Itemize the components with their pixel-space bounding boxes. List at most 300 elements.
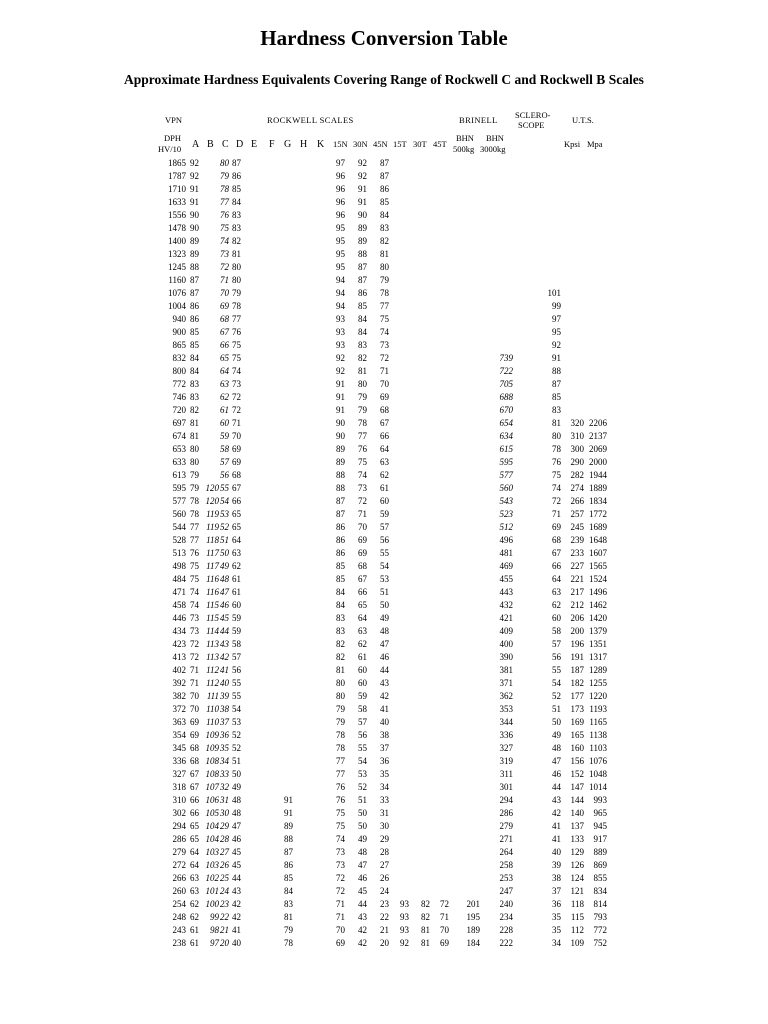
cell-n45: 29 — [380, 834, 389, 844]
cell-n30: 84 — [358, 327, 367, 337]
cell-b: 108 — [205, 756, 219, 766]
cell-d: 62 — [232, 561, 241, 571]
page-subtitle: Approximate Hardness Equivalents Covering Range of Rockwell C and Rockwell B Scales — [124, 72, 644, 87]
cell-n30: 67 — [358, 574, 367, 584]
table-row — [0, 275, 768, 288]
page-title: Hardness Conversion Table — [260, 26, 508, 50]
cell-d: 71 — [232, 418, 241, 428]
cell-bhn3000: 739 — [499, 353, 513, 363]
cell-bhn3000: 228 — [499, 925, 513, 935]
cell-b: 118 — [206, 535, 219, 545]
cell-a: 63 — [190, 886, 199, 896]
cell-n45: 36 — [380, 756, 389, 766]
cell-a: 81 — [190, 418, 199, 428]
cell-d: 52 — [232, 730, 241, 740]
table-row — [0, 327, 768, 340]
cell-bhn3000: 560 — [499, 483, 513, 493]
cell-c: 75 — [220, 223, 229, 233]
table-row — [0, 769, 768, 782]
table-row — [0, 535, 768, 548]
cell-n45: 47 — [380, 639, 389, 649]
cell-bhn3000: 381 — [499, 665, 513, 675]
header-kpsi: Kpsi — [564, 139, 581, 149]
cell-c: 54 — [220, 496, 229, 506]
cell-mpa: 1772 — [589, 509, 607, 519]
cell-a: 63 — [190, 873, 199, 883]
table-row — [0, 366, 768, 379]
cell-dph: 302 — [172, 808, 186, 818]
cell-n30: 42 — [358, 938, 367, 948]
cell-n45: 30 — [380, 821, 389, 831]
table-row — [0, 158, 768, 171]
cell-d: 42 — [232, 899, 241, 909]
cell-kpsi: 282 — [570, 470, 584, 480]
table-row — [0, 730, 768, 743]
cell-a: 69 — [190, 717, 199, 727]
cell-n30: 81 — [358, 366, 367, 376]
cell-n45: 34 — [380, 782, 389, 792]
cell-n15: 85 — [336, 561, 345, 571]
cell-d: 61 — [232, 574, 241, 584]
cell-a: 87 — [190, 288, 199, 298]
cell-n30: 70 — [358, 522, 367, 532]
cell-dph: 310 — [172, 795, 186, 805]
cell-sclero: 46 — [552, 769, 561, 779]
cell-n45: 57 — [380, 522, 389, 532]
cell-a: 67 — [190, 782, 199, 792]
cell-bhn3000: 577 — [499, 470, 513, 480]
cell-n45: 77 — [380, 301, 389, 311]
cell-sclero: 36 — [552, 899, 561, 909]
cell-n30: 51 — [358, 795, 367, 805]
cell-kpsi: 133 — [570, 834, 584, 844]
cell-a: 70 — [190, 691, 199, 701]
cell-n45: 56 — [380, 535, 389, 545]
table-row — [0, 652, 768, 665]
cell-n30: 74 — [358, 470, 367, 480]
cell-mpa: 1607 — [589, 548, 607, 558]
cell-n30: 79 — [358, 392, 367, 402]
cell-n45: 68 — [380, 405, 389, 415]
cell-bhn3000: 327 — [499, 743, 513, 753]
cell-d: 72 — [232, 392, 241, 402]
cell-t30: 82 — [421, 912, 430, 922]
cell-c: 74 — [220, 236, 229, 246]
table-row — [0, 249, 768, 262]
cell-bhn3000: 455 — [499, 574, 513, 584]
header-a: A — [192, 139, 200, 150]
cell-b: 117 — [206, 561, 219, 571]
cell-bhn3000: 432 — [499, 600, 513, 610]
cell-sclero: 51 — [552, 704, 561, 714]
cell-c: 32 — [220, 782, 229, 792]
cell-a: 73 — [190, 613, 199, 623]
table-row — [0, 808, 768, 821]
cell-mpa: 1165 — [589, 717, 607, 727]
cell-a: 62 — [190, 899, 199, 909]
cell-bhn3000: 523 — [499, 509, 513, 519]
cell-n15: 89 — [336, 444, 345, 454]
cell-c: 41 — [220, 665, 229, 675]
cell-d: 57 — [232, 652, 241, 662]
cell-mpa: 1048 — [589, 769, 607, 779]
cell-d: 59 — [232, 613, 241, 623]
cell-b: 119 — [206, 522, 219, 532]
cell-n45: 46 — [380, 652, 389, 662]
cell-d: 64 — [232, 535, 241, 545]
cell-mpa: 1379 — [589, 626, 607, 636]
cell-c: 22 — [220, 912, 229, 922]
cell-n30: 50 — [358, 821, 367, 831]
cell-bhn3000: 688 — [499, 392, 513, 402]
table-row — [0, 743, 768, 756]
cell-mpa: 1317 — [589, 652, 607, 662]
cell-dph: 254 — [172, 899, 186, 909]
cell-n30: 77 — [358, 431, 367, 441]
header-e: E — [251, 139, 258, 150]
cell-n15: 90 — [336, 418, 345, 428]
cell-n45: 40 — [380, 717, 389, 727]
cell-n15: 95 — [336, 249, 345, 259]
cell-kpsi: 274 — [570, 483, 584, 493]
cell-d: 75 — [232, 353, 241, 363]
cell-sclero: 95 — [552, 327, 561, 337]
cell-b: 102 — [205, 873, 219, 883]
cell-n15: 91 — [336, 405, 345, 415]
cell-c: 26 — [220, 860, 229, 870]
cell-a: 85 — [190, 327, 199, 337]
cell-dph: 800 — [172, 366, 186, 376]
cell-c: 66 — [220, 340, 229, 350]
cell-bhn3000: 670 — [499, 405, 513, 415]
cell-n45: 62 — [380, 470, 389, 480]
table-row — [0, 626, 768, 639]
cell-n45: 71 — [380, 366, 389, 376]
cell-bhn500: 195 — [466, 912, 480, 922]
cell-a: 86 — [190, 301, 199, 311]
cell-kpsi: 239 — [570, 535, 584, 545]
cell-dph: 294 — [172, 821, 186, 831]
cell-n30: 54 — [358, 756, 367, 766]
cell-dph: 1556 — [168, 210, 186, 220]
cell-n45: 31 — [380, 808, 389, 818]
cell-dph: 1710 — [168, 184, 186, 194]
header-vpn: VPN — [165, 115, 183, 125]
cell-dph: 940 — [172, 314, 186, 324]
cell-a: 67 — [190, 769, 199, 779]
cell-n45: 84 — [380, 210, 389, 220]
cell-bhn3000: 595 — [499, 457, 513, 467]
table-row — [0, 470, 768, 483]
cell-n45: 70 — [380, 379, 389, 389]
cell-mpa: 1014 — [589, 782, 607, 792]
cell-c: 55 — [220, 483, 229, 493]
cell-bhn3000: 481 — [499, 548, 513, 558]
cell-n15: 89 — [336, 457, 345, 467]
cell-h: 91 — [284, 808, 293, 818]
cell-kpsi: 126 — [570, 860, 584, 870]
cell-dph: 279 — [172, 847, 186, 857]
cell-n45: 54 — [380, 561, 389, 571]
cell-bhn3000: 469 — [499, 561, 513, 571]
table-row — [0, 613, 768, 626]
cell-c: 44 — [220, 626, 229, 636]
cell-n30: 88 — [358, 249, 367, 259]
cell-dph: 1160 — [168, 275, 186, 285]
cell-d: 48 — [232, 808, 241, 818]
cell-dph: 1633 — [168, 197, 186, 207]
cell-sclero: 64 — [552, 574, 561, 584]
cell-dph: 238 — [172, 938, 186, 948]
cell-n45: 87 — [380, 158, 389, 168]
cell-n30: 66 — [358, 587, 367, 597]
cell-sclero: 41 — [552, 834, 561, 844]
cell-bhn3000: 362 — [499, 691, 513, 701]
cell-b: 116 — [206, 587, 219, 597]
cell-n15: 77 — [336, 756, 345, 766]
cell-dph: 720 — [172, 405, 186, 415]
cell-bhn3000: 253 — [499, 873, 513, 883]
cell-mpa: 2206 — [589, 418, 607, 428]
cell-bhn3000: 400 — [499, 639, 513, 649]
cell-n45: 23 — [380, 899, 389, 909]
cell-dph: 865 — [172, 340, 186, 350]
cell-b: 101 — [205, 886, 219, 896]
table-row — [0, 886, 768, 899]
cell-d: 54 — [232, 704, 241, 714]
cell-h: 84 — [284, 886, 293, 896]
cell-dph: 674 — [172, 431, 186, 441]
cell-t45: 71 — [440, 912, 449, 922]
header-c: C — [222, 139, 229, 150]
cell-n15: 92 — [336, 353, 345, 363]
cell-t30: 82 — [421, 899, 430, 909]
cell-n15: 75 — [336, 808, 345, 818]
cell-bhn3000: 258 — [499, 860, 513, 870]
table-row — [0, 509, 768, 522]
cell-n30: 87 — [358, 262, 367, 272]
cell-mpa: 1255 — [589, 678, 607, 688]
cell-c: 35 — [220, 743, 229, 753]
cell-a: 66 — [190, 795, 199, 805]
cell-kpsi: 118 — [570, 899, 584, 909]
cell-a: 78 — [190, 509, 199, 519]
table-row — [0, 691, 768, 704]
cell-n30: 91 — [358, 184, 367, 194]
table-row — [0, 405, 768, 418]
cell-a: 64 — [190, 860, 199, 870]
cell-sclero: 88 — [552, 366, 561, 376]
cell-d: 59 — [232, 626, 241, 636]
cell-a: 79 — [190, 483, 199, 493]
cell-d: 56 — [232, 665, 241, 675]
cell-dph: 613 — [172, 470, 186, 480]
table-row — [0, 288, 768, 301]
cell-a: 75 — [190, 561, 199, 571]
cell-n45: 20 — [380, 938, 389, 948]
cell-sclero: 34 — [552, 938, 561, 948]
cell-dph: 413 — [172, 652, 186, 662]
table-row — [0, 665, 768, 678]
cell-n30: 53 — [358, 769, 367, 779]
cell-a: 65 — [190, 834, 199, 844]
cell-c: 21 — [220, 925, 229, 935]
cell-a: 74 — [190, 600, 199, 610]
cell-sclero: 37 — [552, 886, 561, 896]
cell-d: 86 — [232, 171, 241, 181]
cell-n30: 61 — [358, 652, 367, 662]
cell-bhn3000: 271 — [499, 834, 513, 844]
cell-a: 84 — [190, 366, 199, 376]
cell-n30: 89 — [358, 236, 367, 246]
cell-c: 65 — [220, 353, 229, 363]
cell-dph: 746 — [172, 392, 186, 402]
cell-b: 108 — [205, 769, 219, 779]
cell-h: 81 — [284, 912, 293, 922]
cell-kpsi: 221 — [570, 574, 584, 584]
cell-c: 50 — [220, 548, 229, 558]
cell-bhn3000: 247 — [499, 886, 513, 896]
cell-a: 83 — [190, 392, 199, 402]
table-row — [0, 392, 768, 405]
cell-kpsi: 290 — [570, 457, 584, 467]
cell-d: 78 — [232, 301, 241, 311]
cell-kpsi: 152 — [570, 769, 584, 779]
cell-bhn3000: 421 — [499, 613, 513, 623]
cell-dph: 513 — [172, 548, 186, 558]
cell-d: 83 — [232, 223, 241, 233]
cell-n45: 59 — [380, 509, 389, 519]
cell-n15: 86 — [336, 535, 345, 545]
cell-d: 66 — [232, 496, 241, 506]
cell-d: 65 — [232, 522, 241, 532]
cell-sclero: 81 — [552, 418, 561, 428]
cell-dph: 471 — [172, 587, 186, 597]
cell-d: 44 — [232, 873, 241, 883]
table-row — [0, 301, 768, 314]
cell-dph: 402 — [172, 665, 186, 675]
cell-c: 20 — [220, 938, 229, 948]
cell-c: 72 — [220, 262, 229, 272]
cell-n15: 86 — [336, 522, 345, 532]
cell-n30: 85 — [358, 301, 367, 311]
table-row — [0, 522, 768, 535]
cell-c: 33 — [220, 769, 229, 779]
cell-d: 80 — [232, 262, 241, 272]
cell-kpsi: 156 — [570, 756, 584, 766]
cell-d: 58 — [232, 639, 241, 649]
header-30t: 30T — [413, 139, 427, 149]
cell-c: 34 — [220, 756, 229, 766]
cell-n30: 46 — [358, 873, 367, 883]
cell-c: 51 — [220, 535, 229, 545]
cell-n30: 50 — [358, 808, 367, 818]
cell-kpsi: 177 — [570, 691, 584, 701]
cell-n30: 78 — [358, 418, 367, 428]
header-mpa: Mpa — [587, 139, 603, 149]
cell-c: 36 — [220, 730, 229, 740]
cell-d: 40 — [232, 938, 241, 948]
cell-b: 104 — [205, 821, 219, 831]
cell-n45: 41 — [380, 704, 389, 714]
cell-a: 71 — [190, 665, 199, 675]
cell-c: 27 — [220, 847, 229, 857]
cell-d: 72 — [232, 405, 241, 415]
cell-bhn3000: 336 — [499, 730, 513, 740]
header-hv10: HV/10 — [158, 144, 182, 154]
cell-a: 68 — [190, 756, 199, 766]
cell-mpa: 772 — [593, 925, 607, 935]
table-row — [0, 171, 768, 184]
cell-bhn500: 189 — [466, 925, 480, 935]
cell-c: 61 — [220, 405, 229, 415]
cell-c: 49 — [220, 561, 229, 571]
cell-dph: 528 — [172, 535, 186, 545]
cell-sclero: 52 — [552, 691, 561, 701]
cell-kpsi: 257 — [570, 509, 584, 519]
cell-kpsi: 233 — [570, 548, 584, 558]
cell-n15: 90 — [336, 431, 345, 441]
cell-bhn3000: 371 — [499, 678, 513, 688]
cell-bhn3000: 615 — [499, 444, 513, 454]
cell-d: 79 — [232, 288, 241, 298]
cell-mpa: 889 — [593, 847, 607, 857]
cell-b: 113 — [206, 652, 219, 662]
cell-n15: 92 — [336, 366, 345, 376]
cell-b: 115 — [206, 600, 219, 610]
cell-n45: 73 — [380, 340, 389, 350]
cell-sclero: 55 — [552, 665, 561, 675]
cell-n15: 83 — [336, 626, 345, 636]
cell-d: 52 — [232, 743, 241, 753]
cell-bhn3000: 543 — [499, 496, 513, 506]
cell-d: 50 — [232, 769, 241, 779]
cell-bhn3000: 390 — [499, 652, 513, 662]
cell-dph: 498 — [172, 561, 186, 571]
cell-n45: 83 — [380, 223, 389, 233]
cell-c: 48 — [220, 574, 229, 584]
cell-mpa: 752 — [593, 938, 607, 948]
cell-dph: 577 — [172, 496, 186, 506]
cell-a: 76 — [190, 548, 199, 558]
cell-n15: 86 — [336, 548, 345, 558]
cell-n45: 51 — [380, 587, 389, 597]
cell-b: 120 — [205, 496, 219, 506]
header-bhn-3000kg-sub: 3000kg — [480, 144, 506, 154]
cell-dph: 653 — [172, 444, 186, 454]
cell-dph: 1478 — [168, 223, 186, 233]
header-bhn-500kg: BHN — [456, 133, 474, 143]
cell-kpsi: 206 — [570, 613, 584, 623]
cell-n30: 65 — [358, 600, 367, 610]
cell-sclero: 80 — [552, 431, 561, 441]
cell-mpa: 1834 — [589, 496, 607, 506]
cell-a: 62 — [190, 912, 199, 922]
table-row — [0, 236, 768, 249]
cell-n45: 78 — [380, 288, 389, 298]
cell-n45: 86 — [380, 184, 389, 194]
cell-kpsi: 147 — [570, 782, 584, 792]
cell-sclero: 41 — [552, 821, 561, 831]
cell-b: 106 — [205, 795, 219, 805]
cell-bhn3000: 654 — [499, 418, 513, 428]
cell-a: 78 — [190, 496, 199, 506]
cell-h: 91 — [284, 795, 293, 805]
cell-n30: 59 — [358, 691, 367, 701]
cell-c: 63 — [220, 379, 229, 389]
cell-mpa: 1289 — [589, 665, 607, 675]
cell-kpsi: 112 — [570, 925, 584, 935]
